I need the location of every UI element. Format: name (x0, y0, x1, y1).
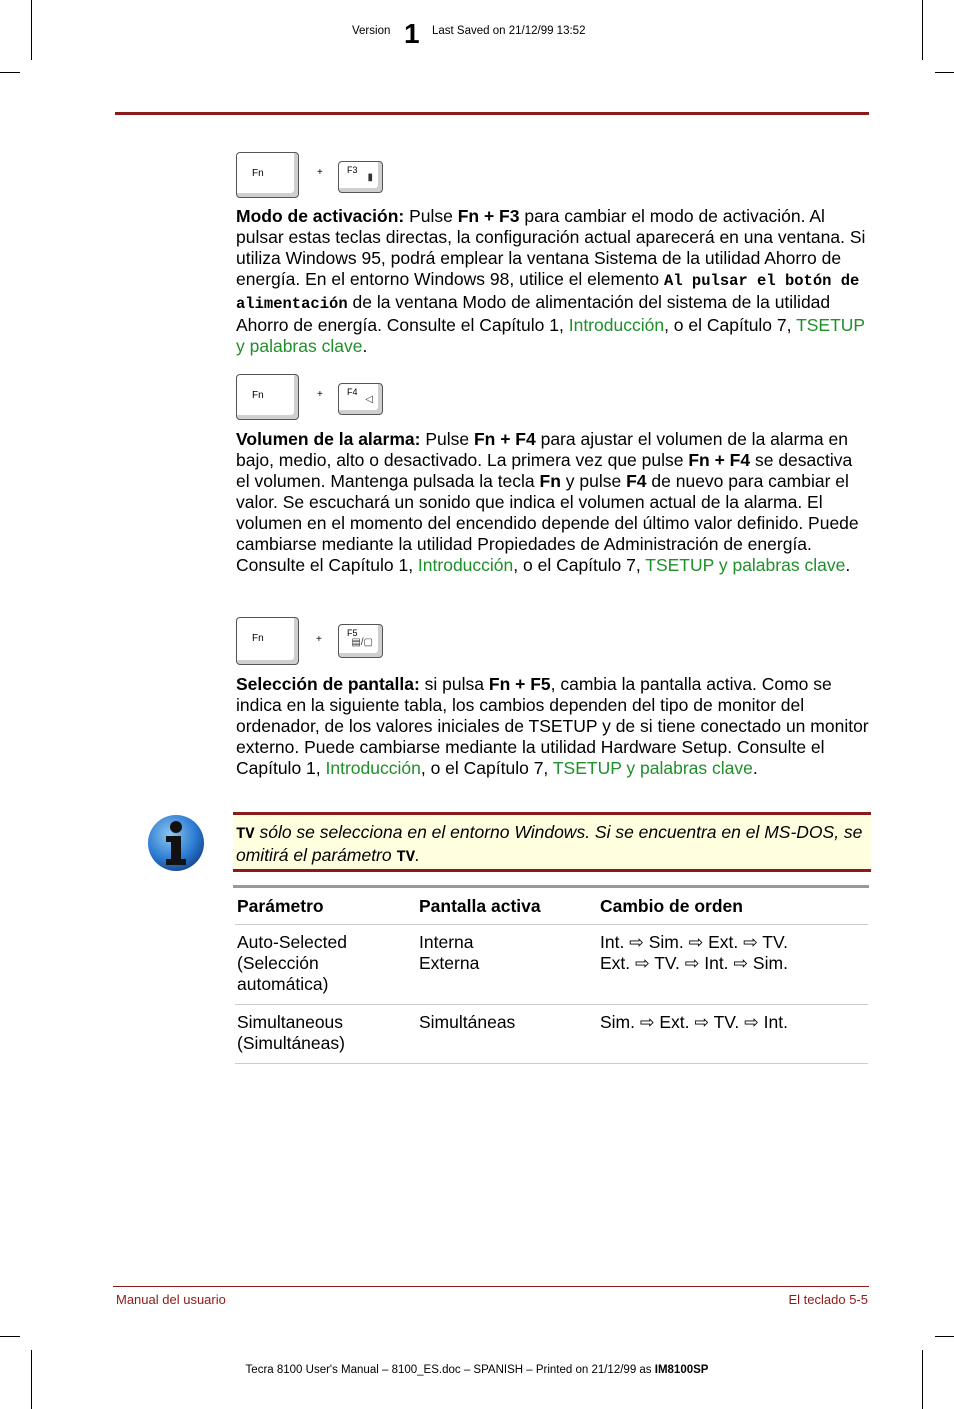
crop-mark (0, 1336, 20, 1337)
f5-key: F5 ▤/▢ (338, 624, 383, 658)
table-cell: Simultaneous (Simultáneas) (235, 1005, 417, 1064)
table-cell: Simultáneas (417, 1005, 598, 1064)
table-header-row (235, 890, 868, 925)
alarm-volume-paragraph: Volumen de la alarma: Pulse Fn + F4 para ajustar el volumen de la alarma en bajo, medio, alto o desactivado. La primera vez que pulse Fn + F4 se desactiva el volumen. Mantenga pulsada la tecla Fn y pulse F4 de nuevo para cambiar el valor. Se escuchará un sonido que indica el volumen actual de la alarma. El volumen en el momento del encendido depende del último valor definido. Puede cambiarse mediante la utilidad Propiedades de Administración de energía. Consulte el Capítulo 1, Introducción, o el Capítulo 7, TSETUP y palabras clave. (236, 429, 859, 575)
column-header: Cambio de orden (598, 890, 868, 925)
link-tsetup[interactable]: TSETUP y palabras clave (552, 758, 753, 778)
fn-key: Fn (236, 617, 299, 665)
power-mode-paragraph: Modo de activación: Pulse Fn + F3 para cambiar el modo de activación. Al pulsar estas teclas directas, la configuración actual aparecerá en una ventana. Si utiliza Windows 95, podrá emplear la ventana Sistema de la utilidad Ahorro de energía. En el entorno Windows 98, utilice el elemento Al pulsar el botón de alimentación de la ventana Modo de alimentación del sistema de la utilidad Ahorro de energía. Consulte el Capítulo 1, Introducción, o el Capítulo 7, TSETUP y palabras clave. (236, 206, 866, 356)
crop-mark (935, 1336, 954, 1337)
crop-mark (0, 72, 20, 73)
table-top-rule (233, 885, 869, 888)
info-icon (146, 814, 206, 872)
table-cell: Auto-Selected (Selección automática) (235, 925, 417, 1005)
table-cell: Interna Externa (417, 925, 598, 1005)
crop-mark (935, 72, 954, 73)
f3-key: F3 ▮ (338, 161, 383, 193)
page-header (0, 18, 954, 49)
power-icon: ▮ (367, 172, 373, 183)
link-introduccion[interactable]: Introducción (325, 758, 421, 778)
display-switch-icon: ▤/▢ (351, 637, 373, 648)
link-tsetup[interactable]: TSETUP y palabras clave (236, 315, 865, 356)
link-introduccion[interactable]: Introducción (568, 315, 665, 335)
fn-key: Fn (236, 152, 299, 198)
footer-right: El teclado 5-5 (788, 1292, 868, 1307)
plus-sign: + (317, 167, 323, 178)
column-header: Parámetro (235, 890, 417, 925)
last-saved: Last Saved on 21/12/99 13:52 (432, 25, 586, 37)
display-switch-table (235, 890, 868, 1064)
f4-key: F4 ◁ (338, 383, 383, 415)
version-label: Version (352, 25, 391, 37)
table-row (235, 1005, 868, 1064)
header-rule (115, 112, 869, 115)
note-box (233, 812, 871, 872)
speaker-icon: ◁ (365, 394, 373, 405)
footer-left: Manual del usuario (116, 1292, 226, 1307)
fn-key: Fn (236, 374, 299, 420)
note-text: TV sólo se selecciona en el entorno Windows. Si se encuentra en el MS-DOS, se omitirá el parámetro TV. (236, 822, 863, 866)
column-header: Pantalla activa (417, 890, 598, 925)
print-info: Tecra 8100 User's Manual – 8100_ES.doc – SPANISH – Printed on 21/12/99 as IM8100SP (245, 1364, 709, 1376)
link-introduccion[interactable]: Introducción (417, 555, 514, 575)
link-tsetup[interactable]: TSETUP y palabras clave (645, 555, 846, 575)
crop-mark (31, 1350, 32, 1409)
table-cell: Sim. ⇨ Ext. ⇨ TV. ⇨ Int. (598, 1005, 868, 1064)
display-selection-paragraph: Selección de pantalla: si pulsa Fn + F5, cambia la pantalla activa. Como se indica en la siguiente tabla, los cambios dependen del tipo de monitor del ordenador, de los valores iniciales de TSETUP y de si tiene conectado un monitor externo. Puede cambiarse mediante la utilidad Hardware Setup. Consulte el Capítulo 1, Introducción, o el Capítulo 7, TSETUP y palabras clave. (236, 674, 869, 778)
plus-sign: + (317, 389, 323, 400)
footer-rule (113, 1286, 869, 1287)
crop-mark (922, 1350, 923, 1409)
version-number: 1 (404, 18, 420, 49)
plus-sign: + (316, 634, 322, 645)
table-row (235, 925, 868, 1005)
table-cell: Int. ⇨ Sim. ⇨ Ext. ⇨ TV. Ext. ⇨ TV. ⇨ Int. ⇨ Sim. (598, 925, 868, 1005)
